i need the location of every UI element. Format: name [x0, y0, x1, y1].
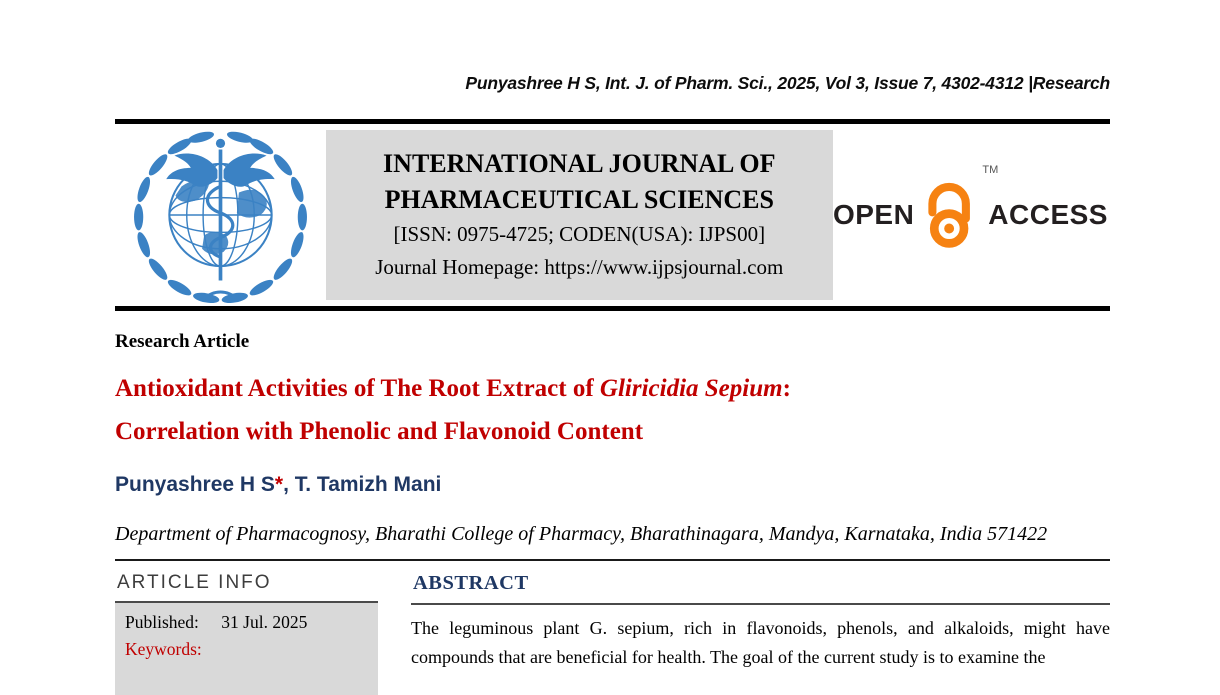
authors-line	[115, 473, 1110, 497]
article-title-species-italic: Gliricidia Sepium	[599, 375, 783, 402]
running-head-citation: Punyashree H S, Int. J. of Pharm. Sci., 2025, Vol 3, Issue 7, 4302-4312 |Research	[465, 73, 1110, 93]
masthead-bottom-rule	[115, 306, 1110, 311]
open-access-open-label: OPEN	[832, 199, 915, 230]
journal-title-line1: INTERNATIONAL JOURNAL OF	[383, 149, 776, 178]
article-title-prefix: Antioxidant Activities of The Root Extract of	[115, 375, 600, 402]
keywords-label: Keywords:	[125, 639, 202, 659]
corresponding-author-asterisk: *	[274, 473, 284, 496]
open-access-tm-mark: TM	[982, 163, 999, 176]
journal-homepage-label: Journal Homepage:	[375, 255, 545, 279]
open-access-lock-icon	[920, 163, 999, 263]
author-primary: Punyashree H S	[115, 473, 275, 496]
author-secondary: , T. Tamizh Mani	[283, 473, 442, 496]
article-info-heading: ARTICLE INFO	[117, 572, 272, 593]
abstract-column	[411, 570, 1110, 671]
published-label: Published:	[125, 612, 199, 632]
article-title	[115, 367, 1110, 453]
section-divider-rule	[115, 559, 1110, 561]
journal-title-line2: PHARMACEUTICAL SCIENCES	[384, 185, 774, 214]
journal-title-box	[326, 130, 833, 300]
article-title-line2: Correlation with Phenolic and Flavonoid Content	[115, 418, 644, 445]
open-access-access-label: ACCESS	[988, 199, 1108, 230]
article-type-label: Research Article	[115, 331, 250, 352]
abstract-heading: ABSTRACT	[411, 570, 1110, 605]
page	[110, 72, 1110, 695]
info-abstract-columns	[115, 570, 1110, 695]
journal-issn-line: [ISSN: 0975-4725; CODEN(USA): IJPS00]	[393, 222, 766, 246]
journal-globe-caduceus-logo-icon	[115, 127, 326, 303]
article-info-column	[115, 570, 378, 695]
article-info-box	[115, 601, 378, 695]
published-row	[125, 609, 368, 636]
masthead	[115, 124, 1110, 306]
affiliation-line: Department of Pharmacognosy, Bharathi College of Pharmacy, Bharathinagara, Mandya, Karnataka, India 571422	[115, 523, 1048, 545]
article-title-colon: :	[782, 375, 791, 402]
journal-homepage-link[interactable]: https://www.ijpsjournal.com	[544, 255, 784, 279]
published-date: 31 Jul. 2025	[221, 612, 308, 632]
journal-homepage-line	[326, 251, 833, 284]
abstract-paragraph: The leguminous plant G. sepium, rich in flavonoids, phenols, and alkaloids, might have compounds that are beneficial for health. The goal of the current study is to examine the	[411, 618, 1110, 667]
open-access-logo	[832, 163, 1110, 263]
